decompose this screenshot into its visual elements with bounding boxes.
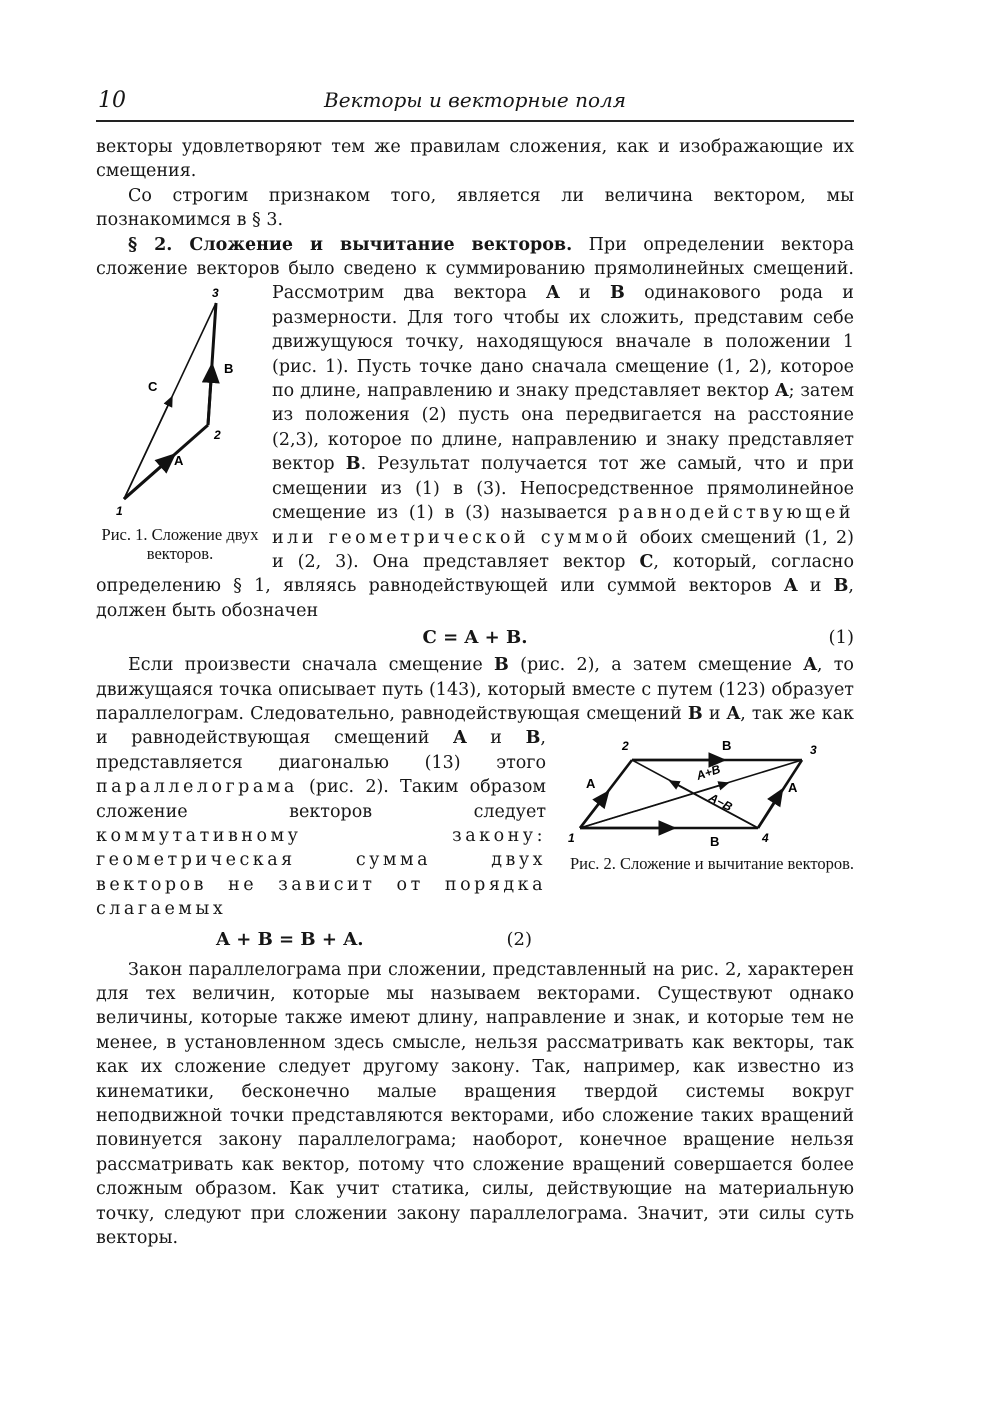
fig1-label-a: A (174, 453, 184, 469)
para3-text-b: (рис. 2), а затем смещение (520, 655, 793, 676)
vector-a-ref-3: A (783, 576, 798, 597)
para3-text-a: Если произвести сначала смещение (128, 655, 483, 676)
running-title: Векторы и векторные поля (324, 88, 626, 112)
side-1-2-arrow (580, 792, 608, 828)
figure-1-caption: Рис. 1. Сложение двух векторов. (101, 525, 259, 564)
vector-c-ref: C (639, 551, 654, 572)
fig1-point-2: 2 (214, 428, 221, 443)
fig2-point-3: 3 (810, 743, 817, 758)
figure-2-diagram (562, 730, 862, 852)
spaced-term-2: параллелограма (96, 777, 298, 798)
vector-b-arrow (208, 365, 212, 425)
equation-1 (96, 623, 854, 653)
page (96, 80, 854, 1250)
figure-1-diagram (96, 283, 264, 523)
para3-a-1: A (803, 655, 817, 676)
paragraph-1: векторы удовлетворяют тем же правилам сложения, как и изображающие их смещения. (96, 137, 854, 182)
section-text-e: обоих смещений (1, 2) и (2, 3). Она представляет вектор (272, 527, 854, 572)
fig1-point-1: 1 (116, 504, 123, 519)
fig2-label-b-top: B (722, 738, 732, 754)
fig2-label-diff: A−B (706, 790, 735, 815)
fig2-label-a-right: A (788, 780, 798, 796)
spaced-term-3: коммутативному закону: геометрическая сумма двух векторов не зависит от порядка слагаемых (96, 825, 546, 920)
vector-a-ref-2: A (774, 381, 789, 402)
and-word: и (579, 283, 591, 304)
equation-2 (96, 922, 532, 958)
fig2-label-a-left: A (586, 776, 596, 792)
vector-a-ref: A (546, 283, 560, 304)
para3-text-e: , представляется диагональю (13) этого (96, 728, 546, 773)
fig2-point-2: 2 (622, 739, 629, 754)
vector-c-arrow (124, 397, 172, 499)
paragraph-4: Закон параллелограма при сложении, представленный на рис. 2, характерен для тех величин, которые мы называем векторами. Существуют однако величины, которые также имеют длину, направление и знак, и которые тем не менее, в установленном здесь смысле, нельзя рассматривать как векторы, так как их сложение следует другому закону. Так, например, как известно из кинематики, бесконечно малые вращения твердой системы вокруг неподвижной точки представляются векторами, ибо сложение таких вращений повинуется закону параллелограма; наоборот, конечное вращение нельзя рассматривать как вектор, потому что сложение вращений совершается более сложным образом. Как учит статика, силы, действующие на материальную точку, следуют при сложении закону параллелограма. Значит, эти силы суть векторы. (96, 959, 854, 1249)
vector-b-ref: B (609, 283, 625, 304)
fig2-point-1: 1 (568, 831, 575, 846)
para3-a-2: A (726, 703, 741, 724)
figure-2 (562, 730, 862, 873)
page-header (96, 80, 854, 122)
para3-text-f: (рис. 2). Таким образом сложение векторов следует (96, 777, 546, 822)
section-2-paragraph (96, 233, 854, 624)
para3-and-1: и (708, 703, 721, 724)
section-text-a: При определении вектора сложение векторов было сведено к суммированию прямолинейных смещений. Рассмотрим два вектора (96, 234, 855, 304)
section-text-f: , который, согласно определению § 1, являясь равнодействующей или суммой векторов (96, 551, 854, 597)
diagonal-sum-arrow (580, 783, 728, 828)
section-text-d: . Результат получается тот же самый, что и при смещении из (1) в (3). Непосредственное прямолинейное смещение из (1) в (3) называется (272, 454, 854, 524)
vector-b-ref-3: B (833, 576, 849, 597)
section-heading: § 2. Сложение и вычитание векторов. (128, 234, 573, 255)
fig1-label-c: C (148, 379, 158, 395)
figure-2-caption: Рис. 2. Сложение и вычитание векторов. (569, 854, 855, 874)
and-word-2: и (809, 576, 822, 597)
side-4-3-arrow (758, 790, 782, 828)
para3-text-d: , так же как и равнодействующая смещений (96, 703, 854, 749)
equation-1-number: (1) (828, 627, 854, 649)
fig2-label-sum: A+B (694, 762, 723, 784)
para3-text-c: , то движущаяся точка описывает путь (143), который вместе с путем (123) образует параллелограм. Следовательно, равнодействующая смещений (96, 655, 854, 724)
fig1-label-b: B (224, 361, 234, 377)
fig1-point-3: 3 (212, 286, 219, 301)
spaced-term-1: равнодействующей или геометрической суммой (272, 503, 854, 548)
section-text-g: , должен быть обозначен (96, 576, 854, 621)
section-text-c: ; затем из положения (2) пусть она передвигается на расстояние (2,3), которое по длине, направлению и знаку представляет вектор (272, 381, 854, 475)
para3-b-3: B (525, 728, 541, 749)
para3-a-3: A (453, 728, 467, 749)
para3-and-2: и (490, 728, 502, 749)
page-number: 10 (98, 88, 126, 113)
para3-b-1: B (494, 655, 509, 676)
fig2-point-4: 4 (762, 831, 769, 846)
figure-1 (96, 283, 264, 563)
vector-a-arrow (124, 455, 174, 499)
section-text-b: одинакового рода и размерности. Для того чтобы их сложить, представим себе движущуюся точку, находящуюся вначале в положении 1 (рис. 1). Пусть точке дано сначала смещение (1, 2), которое по длине, направлению и знаку представляет вектор (272, 283, 854, 402)
equation-2-formula: A + B = B + A. (216, 928, 364, 950)
vector-b-ref-2: B (345, 454, 361, 475)
fig2-label-b-bottom: B (710, 834, 720, 850)
para3-b-2: B (687, 703, 703, 724)
paragraph-2: Со строгим признаком того, является ли величина вектором, мы познакомимся в § 3. (96, 185, 854, 231)
paragraph-3 (96, 653, 854, 921)
equation-1-formula: C = A + B. (422, 627, 528, 649)
equation-2-number: (2) (506, 928, 532, 950)
